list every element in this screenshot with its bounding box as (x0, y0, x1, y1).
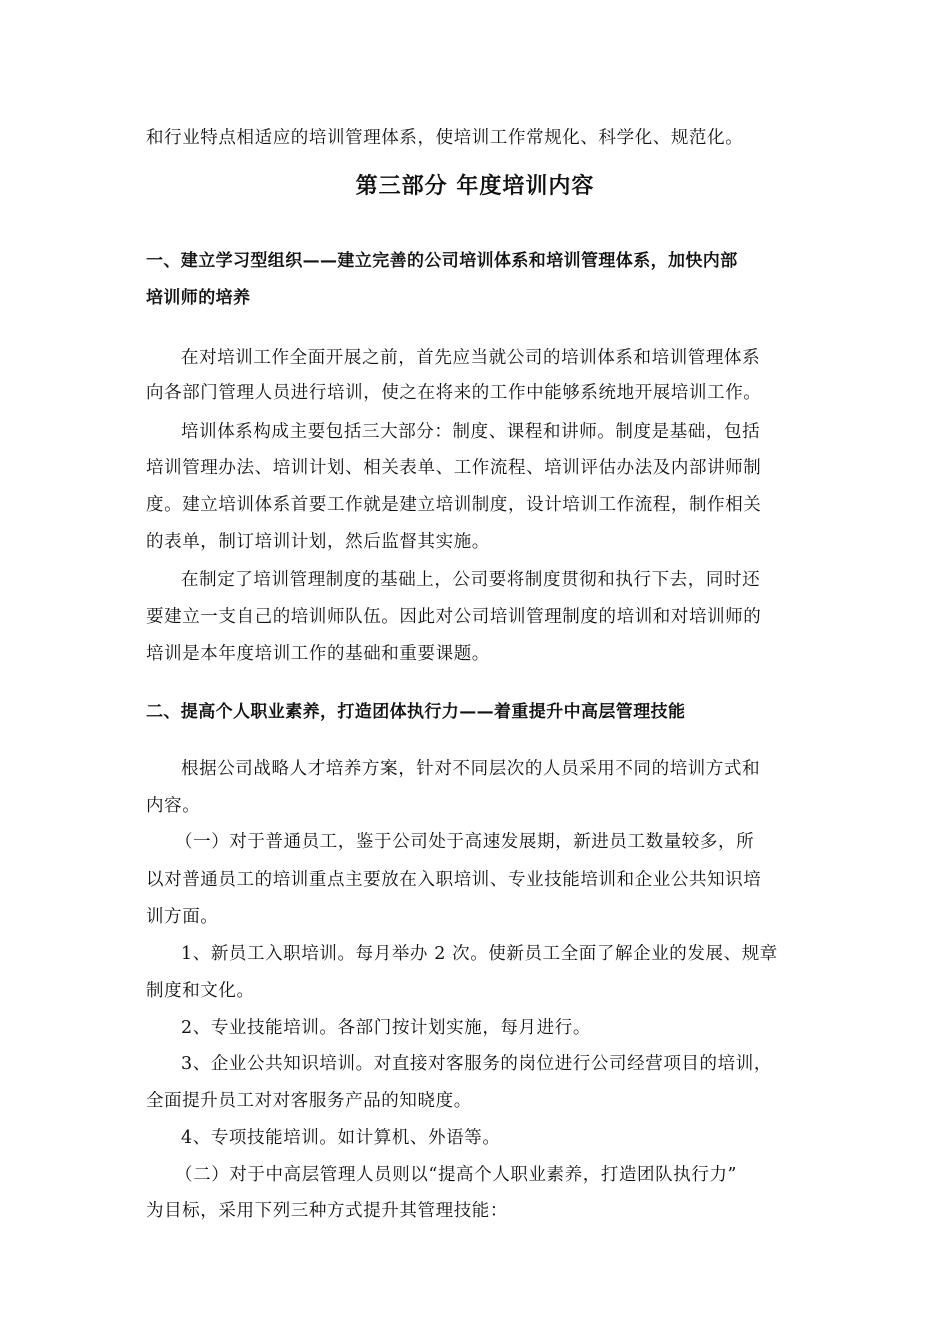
paragraph-10-line-2: 为目标，采用下列三种方式提升其管理技能： (146, 1201, 508, 1221)
paragraph-2-line-3: 度。建立培训体系首要工作就是建立培训制度，设计培训工作流程，制作相关 (146, 495, 762, 515)
paragraph-3-line-3: 培训是本年度培训工作的基础和重要课题。 (146, 644, 490, 664)
paragraph-5-line-1: （一）对于普通员工，鉴于公司处于高速发展期，新进员工数量较多，所 (175, 832, 755, 852)
paragraph-1-line-2: 向各部门管理人员进行培训，使之在将来的工作中能够系统地开展培训工作。 (146, 383, 762, 403)
paragraph-6-line-2: 制度和文化。 (146, 981, 255, 1001)
paragraph-2-line-1: 培训体系构成主要包括三大部分：制度、课程和讲师。制度是基础，包括 (181, 422, 761, 442)
section-title: 第三部分 年度培训内容 (355, 174, 595, 199)
paragraph-6-line-1: 1、新员工入职培训。每月举办 2 次。使新员工全面了解企业的发展、规章 (181, 944, 778, 964)
paragraph-3-line-1: 在制定了培训管理制度的基础上，公司要将制度贯彻和执行下去，同时还 (181, 570, 761, 590)
heading-2: 二、提高个人职业素养，打造团体执行力——着重提升中高层管理技能 (146, 702, 686, 722)
paragraph-4-line-1: 根据公司战略人才培养方案，针对不同层次的人员采用不同的培训方式和 (181, 759, 761, 779)
paragraph-2-line-2: 培训管理办法、培训计划、相关表单、工作流程、培训评估办法及内部讲师制 (146, 458, 762, 478)
paragraph-1-line-1: 在对培训工作全面开展之前，首先应当就公司的培训体系和培训管理体系 (181, 348, 761, 368)
paragraph-9: 4、专项技能培训。如计算机、外语等。 (181, 1128, 501, 1148)
paragraph-10-line-1: （二）对于中高层管理人员则以“提高个人职业素养，打造团队执行力” (175, 1165, 738, 1185)
paragraph-2-line-4: 的表单，制订培训计划，然后监督其实施。 (146, 532, 490, 552)
paragraph-5-line-2: 以对普通员工的培训重点主要放在入职培训、专业技能培训和企业公共知识培 (146, 870, 762, 890)
paragraph-8-line-2: 全面提升员工对对客服务产品的知晓度。 (146, 1091, 472, 1111)
heading-1-line-1: 一、建立学习型组织——建立完善的公司培训体系和培训管理体系，加快内部 (146, 251, 738, 271)
paragraph-8-line-1: 3、企业公共知识培训。对直接对客服务的岗位进行公司经营项目的培训， (181, 1054, 772, 1074)
paragraph-7: 2、专业技能培训。各部门按计划实施，每月进行。 (181, 1018, 591, 1038)
paragraph-4-line-2: 内容。 (146, 796, 201, 816)
paragraph-3-line-2: 要建立一支自己的培训师队伍。因此对公司培训管理制度的培训和对培训师的 (146, 607, 762, 627)
continuation-line: 和行业特点相适应的培训管理体系，使培训工作常规化、科学化、规范化。 (146, 128, 744, 148)
heading-1-line-2: 培训师的培养 (146, 288, 251, 308)
paragraph-5-line-3: 训方面。 (146, 907, 219, 927)
